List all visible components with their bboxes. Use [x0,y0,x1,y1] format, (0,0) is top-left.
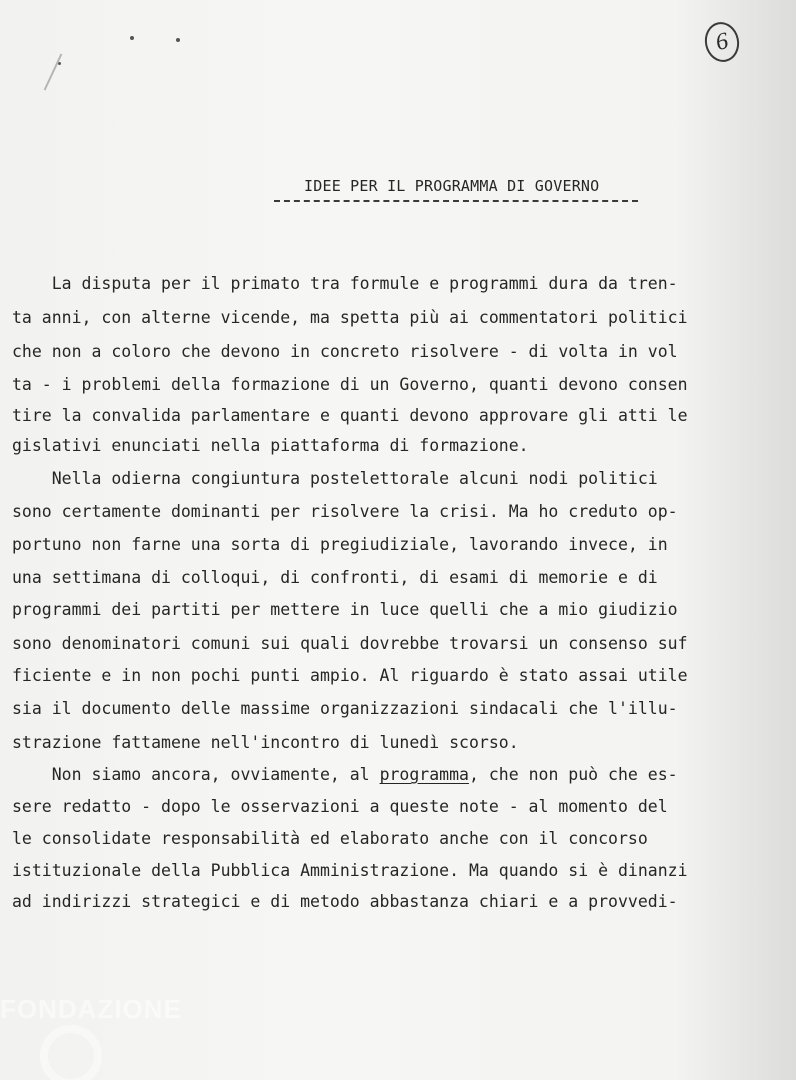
text-line: che non a coloro che devono in concreto risolvere - di volta in vol [12,342,678,361]
text-line: portuno non farne una sorta di pregiudiziale, lavorando invece, in [12,535,668,554]
text-line: La disputa per il primato tra formule e programmi dura da tren- [12,274,678,293]
text-line: una settimana di colloqui, di confronti, di esami di memorie e di [12,568,658,587]
text-line [12,765,678,784]
underlined-word: programma [379,765,469,784]
paper-scratch [44,53,63,90]
watermark-text: FONDAZIONE [0,994,182,1024]
text-line: Nella odierna congiuntura postelettorale alcuni nodi politici [12,469,658,488]
text-line: ta - i problemi della formazione di un Governo, quanti devono consen [12,375,688,394]
text-line: strazione fattamene nell'incontro di lunedì scorso. [12,733,519,752]
text-line: ad indirizzi strategici e di metodo abbastanza chiari e a provvedi- [12,892,678,911]
title-underline-rule [274,200,638,202]
page-number: 6 [701,19,743,65]
text-line: sia il documento delle massime organizzazioni sindacali che l'illu- [12,699,678,718]
text-line-start: Non siamo ancora, ovviamente, al [12,765,380,784]
text-line: sono certamente dominanti per risolvere la crisi. Ma ho creduto op- [12,502,678,521]
text-line: ta anni, con alterne vicende, ma spetta più ai commentatori politici [12,308,688,327]
watermark-logo [40,1025,102,1080]
ink-speck [130,36,134,40]
text-line: le consolidate responsabilità ed elaborato anche con il concorso [12,829,648,848]
page-title: IDEE PER IL PROGRAMMA DI GOVERNO [304,177,600,195]
text-line: gislativi enunciati nella piattaforma di formazione. [12,436,529,455]
text-line: sere redatto - dopo le osservazioni a queste note - al momento del [12,797,668,816]
text-line: ficiente e in non pochi punti ampio. Al riguardo è stato assai utile [12,666,688,685]
text-line: sono denominatori comuni sui quali dovrebbe trovarsi un consenso suf [12,634,688,653]
text-line: tire la convalida parlamentare e quanti devono approvare gli atti le [12,406,688,425]
text-line: istituzionale della Pubblica Amministrazione. Ma quando si è dinanzi [12,861,688,880]
text-line: programmi dei partiti per mettere in luce quelli che a mio giudizio [12,600,678,619]
ink-speck [176,38,180,42]
text-line-end: , che non può che es- [468,765,678,784]
